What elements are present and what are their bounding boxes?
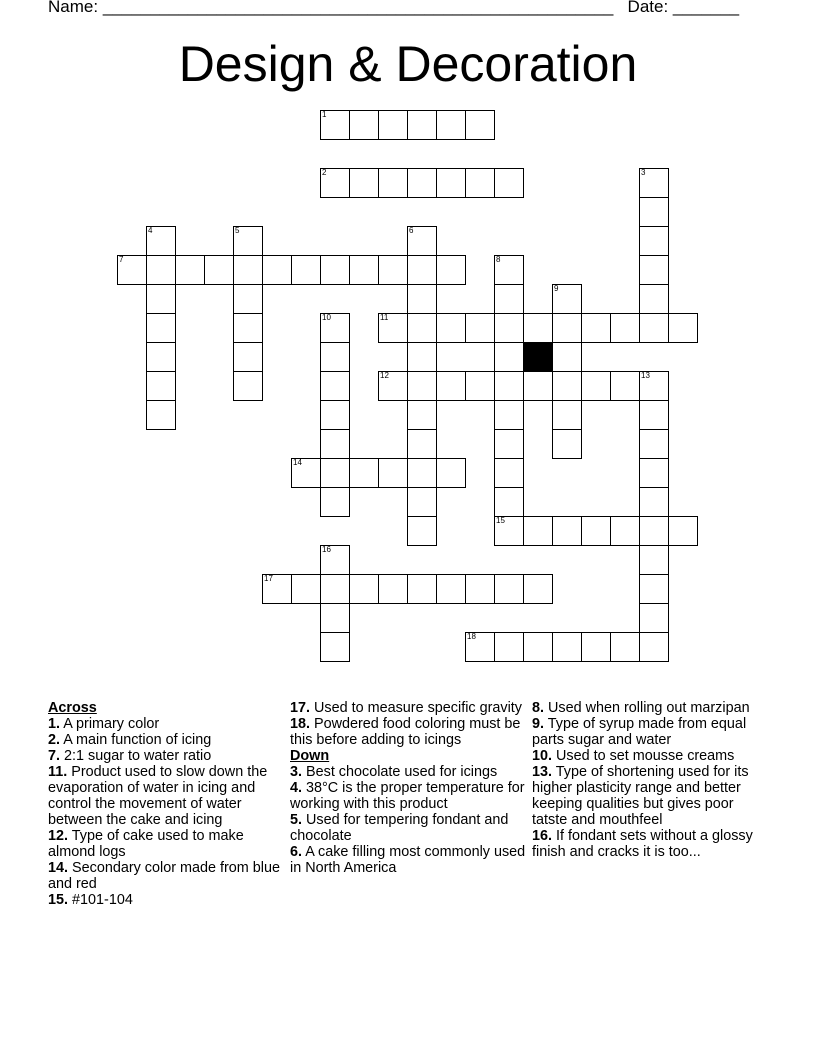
- grid-cell[interactable]: [233, 255, 263, 285]
- grid-cell[interactable]: [233, 284, 263, 314]
- grid-cell[interactable]: [349, 574, 379, 604]
- grid-cell[interactable]: [436, 371, 466, 401]
- clue-label-number: 13.: [532, 764, 553, 781]
- puzzle-title: Design & Decoration: [178, 36, 638, 92]
- grid-cell[interactable]: [436, 110, 466, 140]
- grid-cell[interactable]: [407, 371, 437, 401]
- grid-cell[interactable]: [465, 110, 495, 140]
- clue-text: A primary color: [63, 715, 160, 732]
- grid-cell[interactable]: [378, 110, 408, 140]
- grid-cell[interactable]: [407, 226, 437, 256]
- grid-cell[interactable]: [465, 313, 495, 343]
- grid-cell[interactable]: [146, 371, 176, 401]
- grid-cell[interactable]: [320, 487, 350, 517]
- down-heading: Down: [290, 748, 330, 765]
- clue-number: 11: [380, 313, 389, 322]
- down-clue: [532, 749, 772, 765]
- clue-label-number: 18.: [290, 716, 311, 733]
- grid-cell[interactable]: [320, 255, 350, 285]
- grid-cell[interactable]: [320, 371, 350, 401]
- grid-cell[interactable]: [523, 516, 553, 546]
- clue-text: Product used to slow down the evaporation of water in icing and control the movement of water between the cake and icing: [48, 764, 268, 828]
- grid-cell[interactable]: [523, 313, 553, 343]
- name-blank[interactable]: ______________________________________________________: [102, 0, 614, 16]
- clues-column-2: [290, 701, 526, 877]
- grid-cell[interactable]: [639, 197, 669, 227]
- grid-cell[interactable]: [639, 400, 669, 430]
- grid-cell[interactable]: [639, 255, 669, 285]
- clue-label-number: 2.: [48, 731, 61, 748]
- clue-number: 16: [322, 545, 331, 554]
- grid-cell[interactable]: [465, 632, 495, 662]
- grid-cell[interactable]: [233, 226, 263, 256]
- clue-text: Type of cake used to make almond logs: [48, 827, 244, 860]
- grid-cell[interactable]: [320, 574, 350, 604]
- grid-cell[interactable]: [639, 226, 669, 256]
- clue-label-number: 14.: [48, 859, 69, 876]
- clue-text: Used to measure specific gravity: [314, 700, 522, 716]
- clue-label-number: 6.: [290, 844, 303, 861]
- clue-text: Type of shortening used for its higher plasticity range and better keeping qualities but gives poor tatste and mouthfeel: [532, 764, 749, 828]
- clue-number: 13: [641, 371, 650, 380]
- date-label: Date:: [627, 0, 669, 16]
- grid-cell[interactable]: [320, 400, 350, 430]
- clue-label-number: 8.: [532, 700, 545, 716]
- across-clue: [48, 717, 280, 733]
- clue-label-number: 10.: [532, 748, 553, 765]
- grid-cell[interactable]: [378, 168, 408, 198]
- grid-cell[interactable]: [494, 487, 524, 517]
- clue-number: 8: [496, 255, 501, 264]
- clue-number: 14: [293, 458, 302, 467]
- grid-cell[interactable]: [552, 342, 582, 372]
- down-clue: [532, 701, 772, 717]
- grid-cell[interactable]: [146, 284, 176, 314]
- clue-text: Used to set mousse creams: [556, 748, 735, 765]
- clue-label-number: 7.: [48, 748, 61, 765]
- grid-cell[interactable]: [668, 516, 698, 546]
- clue-text: 38°C is the proper temperature for working with this product: [290, 780, 525, 812]
- grid-cell[interactable]: [407, 516, 437, 546]
- clue-label-number: 5.: [290, 812, 303, 829]
- grid-cell[interactable]: [407, 429, 437, 459]
- grid-cell[interactable]: [639, 603, 669, 633]
- grid-cell[interactable]: [494, 516, 524, 546]
- grid-cell[interactable]: [262, 574, 292, 604]
- grid-cell[interactable]: [610, 516, 640, 546]
- grid-cell[interactable]: [552, 371, 582, 401]
- grid-cell[interactable]: [407, 400, 437, 430]
- clue-label-number: 4.: [290, 780, 303, 797]
- clue-text: A cake filling most commonly used in North America: [290, 844, 526, 876]
- across-clue: [48, 829, 280, 861]
- grid-cell[interactable]: [436, 168, 466, 198]
- clue-number: 5: [235, 226, 240, 235]
- grid-cell[interactable]: [204, 255, 234, 285]
- clue-text: Secondary color made from blue and red: [48, 859, 280, 892]
- across-clue: [48, 861, 280, 893]
- grid-cell[interactable]: [320, 342, 350, 372]
- grid-cell[interactable]: [146, 313, 176, 343]
- grid-cell[interactable]: [320, 458, 350, 488]
- grid-cell[interactable]: [581, 313, 611, 343]
- grid-cell[interactable]: [320, 545, 350, 575]
- grid-cell[interactable]: [378, 313, 408, 343]
- grid-cell[interactable]: [552, 400, 582, 430]
- across-clue: [48, 765, 280, 828]
- grid-cell[interactable]: [291, 458, 321, 488]
- clue-label-number: 17.: [290, 700, 311, 716]
- grid-cell[interactable]: [465, 371, 495, 401]
- grid-cell[interactable]: [407, 110, 437, 140]
- clue-number: 7: [119, 255, 124, 264]
- clues-column-1: [48, 701, 280, 909]
- grid-cell[interactable]: [494, 313, 524, 343]
- across-clue: [48, 733, 280, 749]
- grid-cell[interactable]: [639, 487, 669, 517]
- clue-label-number: 1.: [48, 715, 61, 732]
- grid-cell[interactable]: [407, 284, 437, 314]
- grid-cell[interactable]: [639, 371, 669, 401]
- grid-cell[interactable]: [494, 342, 524, 372]
- grid-cell[interactable]: [407, 487, 437, 517]
- clues-column-3: [532, 701, 772, 861]
- grid-cell[interactable]: [407, 342, 437, 372]
- across-clue: [48, 893, 280, 909]
- grid-cell[interactable]: [378, 458, 408, 488]
- clue-label-number: 15.: [48, 891, 69, 908]
- clue-label-number: 16.: [532, 827, 553, 844]
- grid-cell[interactable]: [320, 603, 350, 633]
- grid-cell[interactable]: [407, 255, 437, 285]
- across-clue: [290, 717, 526, 749]
- clue-text: A main function of icing: [63, 731, 212, 748]
- clue-text: #101-104: [72, 891, 133, 908]
- grid-cell[interactable]: [407, 458, 437, 488]
- down-clue: [290, 845, 526, 877]
- grid-cell[interactable]: [378, 255, 408, 285]
- grid-cell[interactable]: [581, 371, 611, 401]
- grid-cell[interactable]: [639, 545, 669, 575]
- grid-cell[interactable]: [639, 632, 669, 662]
- across-clue: [48, 749, 280, 765]
- date-blank[interactable]: _______: [672, 0, 740, 16]
- grid-cell[interactable]: [523, 574, 553, 604]
- clue-number: 1: [322, 110, 327, 119]
- grid-cell[interactable]: [146, 255, 176, 285]
- grid-cell[interactable]: [610, 632, 640, 662]
- grid-cell[interactable]: [610, 313, 640, 343]
- grid-cell[interactable]: [523, 371, 553, 401]
- grid-cell[interactable]: [581, 516, 611, 546]
- clue-label-number: 11.: [48, 764, 68, 781]
- clue-label-number: 12.: [48, 827, 69, 844]
- grid-cell[interactable]: [552, 429, 582, 459]
- grid-cell[interactable]: [581, 632, 611, 662]
- grid-cell[interactable]: [494, 458, 524, 488]
- grid-cell[interactable]: [117, 255, 147, 285]
- grid-cell[interactable]: [407, 574, 437, 604]
- clue-label-number: 9.: [532, 716, 545, 733]
- clue-text: Best chocolate used for icings: [306, 763, 498, 780]
- grid-cell[interactable]: [349, 168, 379, 198]
- clue-number: 10: [322, 313, 331, 322]
- clue-number: 3: [641, 168, 646, 177]
- clue-text: If fondant sets without a glossy finish and cracks it is too...: [532, 827, 753, 860]
- grid-cell[interactable]: [639, 516, 669, 546]
- grid-cell[interactable]: [494, 632, 524, 662]
- grid-cell[interactable]: [494, 255, 524, 285]
- down-clue: [532, 717, 772, 749]
- grid-cell[interactable]: [320, 429, 350, 459]
- clue-text: 2:1 sugar to water ratio: [64, 748, 212, 765]
- grid-cell[interactable]: [494, 574, 524, 604]
- across-clue: [290, 701, 526, 717]
- grid-cell[interactable]: [494, 371, 524, 401]
- clue-number: 18: [467, 632, 476, 641]
- grid-cell[interactable]: [233, 313, 263, 343]
- grid-cell[interactable]: [639, 168, 669, 198]
- grid-cell[interactable]: [146, 400, 176, 430]
- grid-cell[interactable]: [610, 371, 640, 401]
- down-clue: [290, 765, 526, 781]
- grid-cell[interactable]: [349, 255, 379, 285]
- clue-number: 12: [380, 371, 389, 380]
- grid-cell[interactable]: [494, 284, 524, 314]
- grid-cell[interactable]: [146, 342, 176, 372]
- grid-cell[interactable]: [291, 574, 321, 604]
- grid-cell[interactable]: [639, 574, 669, 604]
- clue-label-number: 3.: [290, 763, 303, 780]
- grid-cell[interactable]: [494, 400, 524, 430]
- clue-number: 15: [496, 516, 505, 525]
- grid-cell[interactable]: [233, 342, 263, 372]
- down-clue: [532, 765, 772, 828]
- grid-cell[interactable]: [146, 226, 176, 256]
- grid-cell[interactable]: [407, 313, 437, 343]
- grid-cell[interactable]: [262, 255, 292, 285]
- grid-cell[interactable]: [639, 458, 669, 488]
- across-heading: Across: [48, 700, 97, 716]
- grid-cell[interactable]: [436, 458, 466, 488]
- clue-number: 4: [148, 226, 153, 235]
- clue-text: Used when rolling out marzipan: [548, 700, 750, 716]
- grid-cell[interactable]: [233, 371, 263, 401]
- grid-cell[interactable]: [320, 632, 350, 662]
- grid-cell[interactable]: [320, 168, 350, 198]
- grid-cell[interactable]: [436, 255, 466, 285]
- grid-cell[interactable]: [320, 313, 350, 343]
- grid-cell[interactable]: [378, 574, 408, 604]
- down-clue: [532, 829, 772, 861]
- grid-cell[interactable]: [320, 110, 350, 140]
- clue-text: Used for tempering fondant and chocolate: [290, 812, 509, 844]
- name-label: Name:: [48, 0, 99, 16]
- grid-cell[interactable]: [407, 168, 437, 198]
- black-square: [523, 342, 553, 372]
- grid-cell[interactable]: [552, 516, 582, 546]
- grid-cell[interactable]: [494, 168, 524, 198]
- grid-cell[interactable]: [639, 284, 669, 314]
- grid-cell[interactable]: [291, 255, 321, 285]
- grid-cell[interactable]: [349, 458, 379, 488]
- down-clue: [290, 813, 526, 845]
- grid-cell[interactable]: [175, 255, 205, 285]
- grid-cell[interactable]: [436, 313, 466, 343]
- grid-cell[interactable]: [494, 429, 524, 459]
- grid-cell[interactable]: [552, 632, 582, 662]
- grid-cell[interactable]: [668, 313, 698, 343]
- grid-cell[interactable]: [639, 313, 669, 343]
- clue-number: 17: [264, 574, 273, 583]
- grid-cell[interactable]: [436, 574, 466, 604]
- grid-cell[interactable]: [378, 371, 408, 401]
- grid-cell[interactable]: [349, 110, 379, 140]
- grid-cell[interactable]: [552, 284, 582, 314]
- clue-number: 6: [409, 226, 414, 235]
- grid-cell[interactable]: [523, 632, 553, 662]
- clue-number: 9: [554, 284, 559, 293]
- clue-number: 2: [322, 168, 327, 177]
- grid-cell[interactable]: [465, 574, 495, 604]
- grid-cell[interactable]: [465, 168, 495, 198]
- grid-cell[interactable]: [552, 313, 582, 343]
- down-clue: [290, 781, 526, 813]
- clue-text: Powdered food coloring must be this before adding to icings: [290, 716, 521, 748]
- clue-text: Type of syrup made from equal parts sugar and water: [532, 716, 747, 748]
- grid-cell[interactable]: [639, 429, 669, 459]
